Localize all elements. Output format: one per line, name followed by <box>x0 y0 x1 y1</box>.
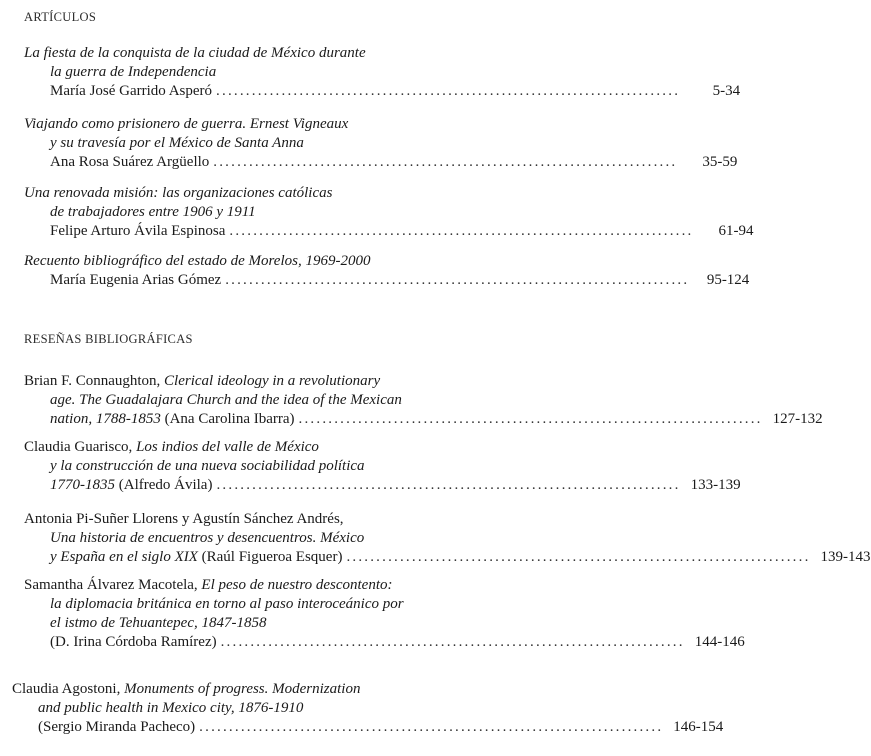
entry-title-line: y su travesía por el México de Santa Anna <box>50 135 304 151</box>
entry-pages: 133-139 <box>690 477 741 493</box>
toc-entry[interactable] <box>24 184 754 241</box>
entry-author-row <box>24 633 745 652</box>
section-heading-resenas <box>24 332 193 347</box>
dot-leader: .............................................................................. <box>346 549 811 565</box>
toc-entry[interactable] <box>24 372 823 429</box>
entry-title-line: age. The Guadalajara Church and the idea of the Mexican <box>50 392 402 408</box>
entry-author: Samantha Álvarez Macotela, <box>24 577 198 593</box>
entry-author-row <box>24 410 823 429</box>
entry-title-line: Una historia de encuentros y desencuentros. México <box>50 530 365 546</box>
toc-entry[interactable] <box>24 576 745 652</box>
entry-pages: 35-59 <box>702 154 738 170</box>
entry-title-part: Clerical ideology in a revolutionary <box>164 373 381 389</box>
toc-entry[interactable] <box>24 115 738 172</box>
entry-reviewer: (Sergio Miranda Pacheco) <box>38 719 196 735</box>
entry-author: María Eugenia Arias Gómez <box>50 272 222 288</box>
entry-title-reviewer <box>50 410 295 429</box>
entry-author: Felipe Arturo Ávila Espinosa <box>50 223 226 239</box>
entry-author-row <box>24 222 754 241</box>
entry-first-line <box>24 510 528 529</box>
entry-title-reviewer <box>50 548 342 567</box>
dot-leader: .............................................................................. <box>225 272 690 288</box>
entry-title-line: Una renovada misión: las organizaciones católicas <box>24 185 333 201</box>
section-heading-text: ARTÍCULOS <box>24 10 97 24</box>
entry-pages: 127-132 <box>772 411 823 427</box>
section-heading-articulos <box>24 10 96 25</box>
entry-pages: 144-146 <box>694 634 745 650</box>
entry-author: Ana Rosa Suárez Argüello <box>50 154 210 170</box>
dot-leader: .............................................................................. <box>213 154 678 170</box>
toc-entry[interactable] <box>24 438 741 495</box>
entry-title-part: y España en el siglo XIX <box>50 549 198 565</box>
entry-pages: 61-94 <box>718 223 754 239</box>
dot-leader: .............................................................................. <box>199 719 664 735</box>
entry-author: Brian F. Connaughton, <box>24 373 161 389</box>
entry-title-line: Recuento bibliográfico del estado de Morelos, 1969-2000 <box>24 253 371 269</box>
entry-author: María José Garrido Asperó <box>50 83 213 99</box>
dot-leader: .............................................................................. <box>216 477 681 493</box>
entry-title-line: la guerra de Independencia <box>50 64 217 80</box>
entry-title-part: 1770-1835 <box>50 477 115 493</box>
dot-leader: .............................................................................. <box>220 634 685 650</box>
entry-pages: 146-154 <box>673 719 724 735</box>
entry-pages: 95-124 <box>706 272 750 288</box>
entry-title-part: Los indios del valle de México <box>136 439 319 455</box>
entry-author: Claudia Agostoni, <box>12 681 121 697</box>
entry-first-line <box>24 372 528 391</box>
entry-reviewer: (Alfredo Ávila) <box>118 477 213 493</box>
entry-author-row <box>12 718 724 737</box>
entry-title-part: Monuments of progress. Modernization <box>124 681 361 697</box>
entry-title-part: nation, 1788-1853 <box>50 411 161 427</box>
entry-reviewer: (Raúl Figueroa Esquer) <box>201 549 343 565</box>
dot-leader: .............................................................................. <box>229 223 694 239</box>
entry-author-row <box>24 476 741 495</box>
entry-pages: 5-34 <box>712 83 741 99</box>
entry-first-line <box>24 438 528 457</box>
entry-author-row <box>24 153 738 172</box>
entry-title-line: and public health in Mexico city, 1876-1910 <box>38 700 304 716</box>
entry-reviewer: (D. Irina Córdoba Ramírez) <box>50 634 217 650</box>
entry-title-line: y la construcción de una nueva sociabilidad política <box>50 458 365 474</box>
entry-title-line: el istmo de Tehuantepec, 1847-1858 <box>50 615 267 631</box>
toc-entry[interactable] <box>24 510 871 567</box>
entry-author-row <box>24 548 871 567</box>
toc-entry[interactable] <box>12 680 724 737</box>
dot-leader: .............................................................................. <box>216 83 681 99</box>
entry-author: Antonia Pi-Suñer Llorens y Agustín Sánchez Andrés, <box>24 511 344 527</box>
entry-title-part: El peso de nuestro descontento: <box>201 577 393 593</box>
entry-author: Claudia Guarisco, <box>24 439 133 455</box>
entry-title-line: Viajando como prisionero de guerra. Ernest Vigneaux <box>24 116 349 132</box>
entry-author-row <box>24 271 750 290</box>
entry-title-reviewer <box>50 476 212 495</box>
toc-entry[interactable] <box>24 252 750 290</box>
toc-entry[interactable] <box>24 44 741 101</box>
entry-first-line <box>12 680 528 699</box>
dot-leader: .............................................................................. <box>298 411 763 427</box>
entry-title-line: la diplomacia británica en torno al paso interoceánico por <box>50 596 404 612</box>
entry-title-line: de trabajadores entre 1906 y 1911 <box>50 204 256 220</box>
entry-pages: 139-143 <box>820 549 871 565</box>
entry-title-line: La fiesta de la conquista de la ciudad de México durante <box>24 45 366 61</box>
entry-author-row <box>24 82 741 101</box>
entry-reviewer: (Ana Carolina Ibarra) <box>164 411 295 427</box>
section-heading-text: RESEÑAS BIBLIOGRÁFICAS <box>24 332 193 346</box>
entry-first-line <box>24 576 528 595</box>
